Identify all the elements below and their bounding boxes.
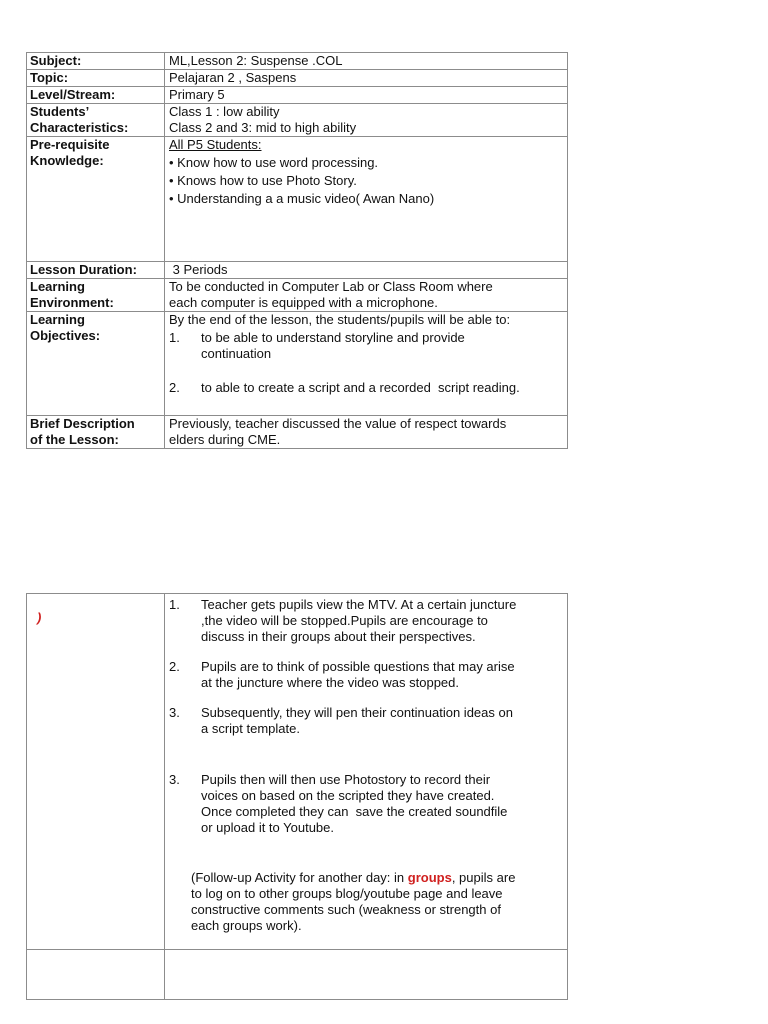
followup-line-2: to log on to other groups blog/youtube page and leave xyxy=(191,886,503,901)
activity-step xyxy=(169,597,563,645)
students-label xyxy=(27,104,165,137)
description-label-line-2: of the Lesson: xyxy=(30,432,119,447)
objective-item xyxy=(169,330,563,362)
objective-number: 2. xyxy=(169,380,180,395)
objectives-label-line-2: Objectives: xyxy=(30,328,101,343)
students-line-1: Class 1 : low ability xyxy=(169,104,280,119)
table-row xyxy=(27,87,568,104)
table-row xyxy=(27,312,568,416)
followup-line-3: constructive comments such (weakness or strength of xyxy=(191,902,501,917)
step-line: a script template. xyxy=(201,721,300,736)
activities-table xyxy=(26,593,568,1000)
step-number: 3. xyxy=(169,772,180,787)
groups-highlight: groups xyxy=(407,870,452,885)
step-line: Subsequently, they will pen their continuation ideas on xyxy=(201,705,513,720)
step-number: 1. xyxy=(169,597,180,612)
table-row xyxy=(27,262,568,279)
subject-value: ML,Lesson 2: Suspense .COL xyxy=(165,53,568,70)
prereq-bullet: • Know how to use word processing. xyxy=(169,155,379,170)
followup-text: , pupils are xyxy=(451,870,516,885)
objective-line: continuation xyxy=(201,346,272,361)
table-row xyxy=(27,416,568,449)
empty-cell xyxy=(27,950,165,1000)
topic-label: Topic: xyxy=(27,70,165,87)
activity-step xyxy=(169,772,563,836)
prereq-heading: All P5 Students: xyxy=(169,137,262,152)
activity-step xyxy=(169,705,563,737)
duration-label: Lesson Duration: xyxy=(27,262,165,279)
table-row xyxy=(27,279,568,312)
step-line: Teacher gets pupils view the MTV. At a certain juncture xyxy=(201,597,517,612)
empty-cell xyxy=(165,950,568,1000)
environment-line-1: To be conducted in Computer Lab or Class Room where xyxy=(169,279,493,294)
objective-item xyxy=(169,380,563,396)
step-number: 2. xyxy=(169,659,180,674)
step-number: 3. xyxy=(169,705,180,720)
description-label-line-1: Brief Description xyxy=(30,416,135,431)
environment-label xyxy=(27,279,165,312)
table-row xyxy=(27,53,568,70)
activities-steps-cell xyxy=(165,594,568,950)
description-line-1: Previously, teacher discussed the value of respect towards xyxy=(169,416,507,431)
students-label-line-2: Characteristics: xyxy=(30,120,129,135)
step-line: Pupils then will then use Photostory to record their xyxy=(201,772,491,787)
description-label xyxy=(27,416,165,449)
prereq-bullet: • Knows how to use Photo Story. xyxy=(169,173,357,188)
activity-step xyxy=(169,659,563,691)
step-line: at the juncture where the video was stopped. xyxy=(201,675,459,690)
subject-label: Subject: xyxy=(27,53,165,70)
environment-line-2: each computer is equipped with a microphone. xyxy=(169,295,438,310)
environment-label-line-1: Learning xyxy=(30,279,85,294)
students-label-line-1: Students’ xyxy=(30,104,90,119)
environment-label-line-2: Environment: xyxy=(30,295,114,310)
objective-number: 1. xyxy=(169,330,180,345)
followup-text: (Follow-up Activity for another day: in xyxy=(191,870,408,885)
step-line: Once completed they can save the created soundfile xyxy=(201,804,508,819)
objectives-label-line-1: Learning xyxy=(30,312,85,327)
topic-value: Pelajaran 2 , Saspens xyxy=(165,70,568,87)
step-line: Pupils are to think of possible questions that may arise xyxy=(201,659,515,674)
environment-value xyxy=(165,279,568,312)
description-value xyxy=(165,416,568,449)
objectives-value xyxy=(165,312,568,416)
level-label: Level/Stream: xyxy=(27,87,165,104)
table-row xyxy=(27,950,568,1000)
prereq-bullet: • Understanding a a music video( Awan Nano) xyxy=(169,191,435,206)
table-row xyxy=(27,104,568,137)
followup-paragraph xyxy=(169,870,563,934)
followup-line-1 xyxy=(191,870,563,886)
objectives-label xyxy=(27,312,165,416)
students-line-2: Class 2 and 3: mid to high ability xyxy=(169,120,357,135)
objective-line: to able to create a script and a recorded script reading. xyxy=(201,380,520,395)
prereq-label xyxy=(27,137,165,262)
table-row xyxy=(27,594,568,950)
activities-marker: ) xyxy=(37,610,42,625)
prereq-label-line-1: Pre-requisite xyxy=(30,137,110,152)
step-line: ,the video will be stopped.Pupils are encourage to xyxy=(201,613,488,628)
step-line: discuss in their groups about their perspectives. xyxy=(201,629,476,644)
description-line-2: elders during CME. xyxy=(169,432,281,447)
objective-line: to be able to understand storyline and provide xyxy=(201,330,465,345)
objectives-intro: By the end of the lesson, the students/pupils will be able to: xyxy=(169,312,511,327)
activities-marker-cell xyxy=(27,594,165,950)
table-row xyxy=(27,70,568,87)
students-value xyxy=(165,104,568,137)
table-row xyxy=(27,137,568,262)
prereq-label-line-2: Knowledge: xyxy=(30,153,104,168)
level-value: Primary 5 xyxy=(165,87,568,104)
lesson-plan-table xyxy=(26,52,568,449)
followup-line-4: each groups work). xyxy=(191,918,302,933)
step-line: or upload it to Youtube. xyxy=(201,820,335,835)
duration-value: 3 Periods xyxy=(165,262,568,279)
step-line: voices on based on the scripted they have created. xyxy=(201,788,495,803)
prereq-value xyxy=(165,137,568,262)
